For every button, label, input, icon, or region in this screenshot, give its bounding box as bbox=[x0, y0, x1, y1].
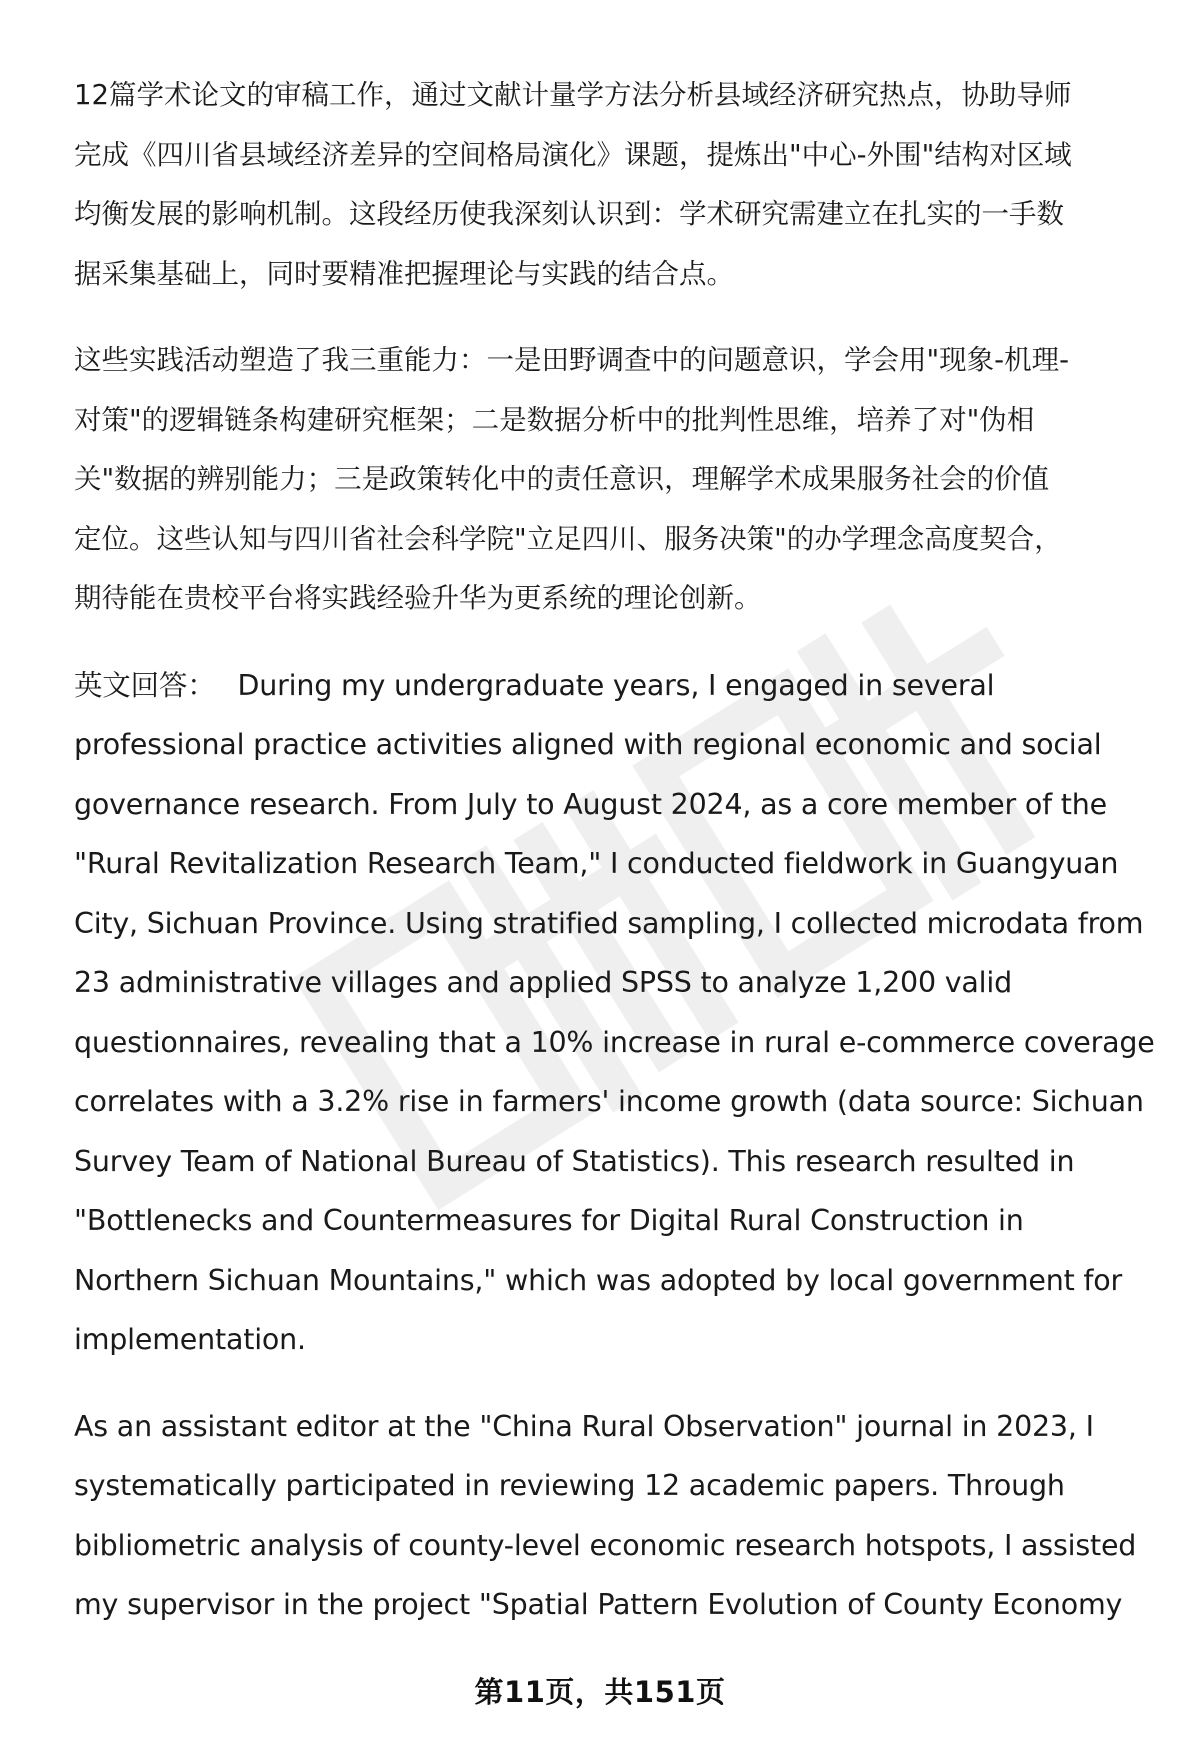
paragraph-english-answer bbox=[74, 656, 1164, 1370]
paragraph-english-editor: As an assistant editor at the "China Rural Observation" journal in 2023, I systematically participated in reviewing 12 academic papers. Through bibliometric analysis of county-level economic research hotspots, I assisted my supervisor in the project "Spatial Pattern Evolution of County Economy bbox=[74, 1409, 1137, 1621]
paragraph-abilities: 这些实践活动塑造了我三重能力：一是田野调查中的问题意识，学会用"现象-机理- 对策"的逻辑链条构建研究框架；二是数据分析中的批判性思维，培养了对"伪相 关"数据的辨别能力；三是政策转化中的责任意识，理解学术成果服务社会的价值 定位。这些认知与四川省社会科学院"立足四川、服务决策"的办学理念高度契合， 期待能在贵校平台将实践经验升华为更系统的理论创新。 bbox=[74, 344, 1069, 614]
english-answer-text: During my undergraduate years, I engaged in several professional practice activities aligned with regional economic and social governance research. From July to August 2024, as a core member of the "Rural Revitalization Research Team," I conducted fieldwork in Guangyuan City, Sichuan Province. Using stratified sampling, I collected microdata from 23 administrative villages and applied SPSS to analyze 1,200 valid questionnaires, revealing that a 10% increase in rural e-commerce coverage correlates with a 3.2% rise in farmers' income growth (data source: Sichuan Survey Team of National Bureau of Statistics). This research resulted in "Bottlenecks and Countermeasures for Digital Rural Construction in Northern Sichuan Mountains," which was adopted by local government for implementation. bbox=[74, 668, 1155, 1356]
paragraph-review-work: 12篇学术论文的审稿工作，通过文献计量学方法分析县域经济研究热点，协助导师 完成《四川省县域经济差异的空间格局演化》课题，提炼出"中心-外围"结构对区域 均衡发展的影响机制。这段经历使我深刻认识到：学术研究需建立在扎实的一手数 据采集基础上，同时要精准把握理论与实践的结合点。 bbox=[74, 79, 1072, 290]
page-number: 第11页，共151页 bbox=[474, 1675, 726, 1709]
document-body bbox=[74, 66, 1164, 1662]
english-answer-label: 英文回答： bbox=[74, 668, 216, 702]
